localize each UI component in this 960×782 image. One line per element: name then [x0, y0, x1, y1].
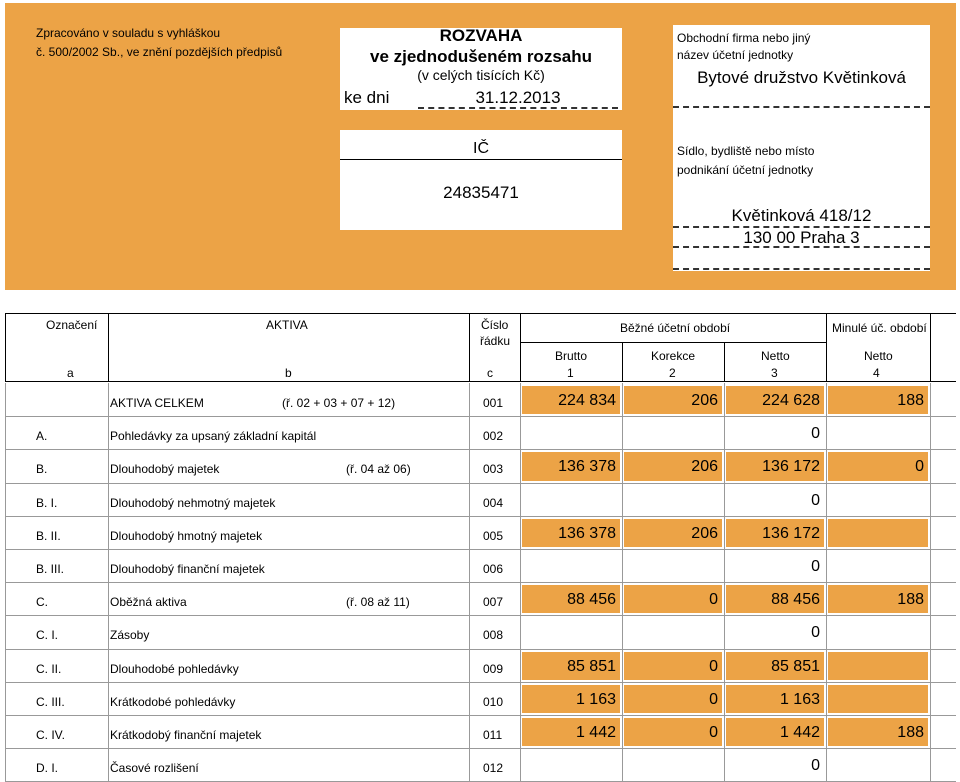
row-code: D. I. [36, 761, 59, 776]
firm-label-1: Obchodní firma nebo jiný [677, 31, 811, 45]
row-code: B. I. [36, 495, 58, 510]
row-value-netto_prev: 188 [897, 724, 924, 741]
row-rule [5, 516, 956, 517]
address-line-1: Květinková 418/12 [731, 206, 872, 225]
hdr-vrule-1 [622, 342, 623, 382]
hdr-vrule-c [520, 313, 521, 382]
row-label: Oběžná aktiva [110, 595, 187, 610]
row-line-number: 011 [483, 728, 503, 742]
row-note: (ř. 04 až 06) [346, 462, 411, 477]
row-label: Krátkodobý finanční majetek [110, 728, 262, 742]
row-rule [5, 715, 956, 716]
row-note: (ř. 08 až 11) [346, 595, 410, 610]
row-rule [5, 748, 956, 749]
row-code: C. III. [36, 694, 65, 709]
row-line-number: 001 [483, 396, 504, 410]
hdr-bottom-rule [5, 381, 956, 382]
row-value-netto: 1 163 [779, 690, 820, 708]
hdr-korekce: Korekce [651, 349, 696, 363]
value-cell-bg [828, 652, 928, 680]
row-value-netto: 85 851 [771, 657, 820, 675]
row-value-netto: 1 442 [779, 724, 820, 741]
row-code: B. II. [36, 528, 61, 543]
body-vrule [826, 383, 827, 781]
row-label: Pohledávky za upsaný základní kapitál [110, 429, 317, 444]
row-value-brutto: 136 378 [558, 524, 616, 542]
hdr-vrule-b [469, 313, 470, 382]
row-label: AKTIVA CELKEM [110, 396, 204, 410]
row-value-brutto: 85 851 [567, 657, 616, 675]
page-title: ROZVAHA [439, 26, 523, 45]
row-value-korekce: 0 [709, 657, 718, 675]
row-rule [5, 615, 956, 616]
row-line-number: 003 [483, 462, 504, 477]
hdr-col-a: a [67, 366, 74, 380]
row-line-number: 012 [483, 761, 504, 776]
body-vrule [520, 383, 521, 781]
row-value-korekce: 0 [709, 724, 718, 741]
body-vrule [724, 383, 725, 781]
hdr-col-c: c [487, 366, 493, 380]
firm-name: Bytové družstvo Květinková [697, 68, 906, 87]
row-label: Dlouhodobé pohledávky [110, 661, 239, 676]
row-code: B. III. [36, 562, 65, 576]
hdr-oznaceni: Označení [46, 318, 98, 332]
row-label: Časové rozlišení [110, 761, 199, 776]
row-code: B. [36, 462, 48, 477]
hdr-vrule-right [930, 313, 931, 382]
row-rule [5, 582, 956, 583]
row-value-korekce: 0 [709, 690, 718, 708]
date-value: 31.12.2013 [475, 88, 561, 107]
hdr-brutto: Brutto [555, 349, 588, 363]
row-label: Dlouhodobý majetek [110, 462, 220, 477]
row-code: A. [36, 429, 48, 444]
row-value-netto: 136 172 [762, 524, 820, 542]
ico-value: 24835471 [443, 183, 519, 202]
compliance-line-1: Zpracováno v souladu s vyhláškou [36, 26, 221, 40]
row-value-korekce: 206 [691, 524, 718, 542]
hdr-col-b: b [285, 366, 292, 380]
hdr-netto-prev: Netto [864, 349, 893, 363]
row-code: C. II. [36, 661, 62, 676]
row-label: Dlouhodobý nehmotný majetek [110, 495, 276, 510]
row-code: C. [36, 595, 48, 610]
row-value-brutto: 1 442 [575, 724, 616, 741]
row-line-number: 004 [483, 495, 504, 510]
address-line-2: 130 00 Praha 3 [743, 228, 860, 247]
page-subtitle: ve zjednodušeném rozsahu [370, 47, 592, 66]
body-vrule [108, 383, 109, 781]
row-value-brutto: 136 378 [558, 458, 616, 476]
seat-label-2: podnikání účetní jednotky [677, 163, 814, 177]
hdr-netto: Netto [761, 349, 790, 363]
row-value-netto: 0 [811, 757, 820, 775]
row-rule [5, 449, 956, 450]
row-value-netto: 88 456 [771, 591, 820, 609]
hdr-radku: řádku [480, 334, 511, 348]
hdr-col-2: 2 [669, 366, 676, 380]
row-value-netto: 0 [811, 558, 820, 575]
firm-underline [673, 106, 930, 108]
row-value-netto: 0 [811, 491, 820, 509]
row-value-netto_prev: 188 [897, 591, 924, 609]
firm-label-2: název účetní jednotky [677, 48, 794, 62]
hdr-top-rule [5, 313, 956, 314]
row-rule [5, 416, 956, 417]
row-rule [5, 483, 956, 484]
row-value-netto: 0 [811, 425, 820, 443]
hdr-col-1: 1 [567, 366, 574, 380]
row-value-netto: 224 628 [762, 392, 820, 409]
body-vrule [622, 383, 623, 781]
row-line-number: 008 [483, 628, 504, 643]
row-line-number: 010 [483, 694, 504, 709]
row-note: (ř. 02 + 03 + 07 + 12) [282, 396, 396, 410]
row-label: Krátkodobé pohledávky [110, 694, 236, 709]
date-label: ke dni [344, 88, 390, 107]
row-value-netto: 136 172 [762, 458, 820, 476]
hdr-bezne: Běžné účetní období [620, 321, 731, 335]
address-underline-3 [673, 268, 930, 270]
row-value-netto_prev: 0 [915, 458, 924, 476]
row-rule [5, 549, 956, 550]
address-underline-2 [673, 246, 930, 248]
ico-label: IČ [473, 140, 489, 157]
compliance-line-2: č. 500/2002 Sb., ve znění pozdějších předpisů [36, 45, 283, 59]
row-value-brutto: 224 834 [558, 392, 616, 409]
hdr-vrule-3 [826, 313, 827, 382]
row-code: C. IV. [36, 728, 65, 742]
row-label: Dlouhodobý hmotný majetek [110, 528, 263, 543]
row-label: Zásoby [110, 628, 150, 643]
ico-divider [340, 159, 622, 160]
hdr-sub-rule [520, 342, 826, 343]
row-value-brutto: 88 456 [567, 591, 616, 609]
hdr-vrule-2 [724, 342, 725, 382]
row-value-netto_prev: 188 [897, 392, 924, 409]
hdr-vrule-a [108, 313, 109, 382]
body-vrule [5, 383, 6, 781]
row-value-korekce: 206 [691, 458, 718, 476]
row-rule [5, 649, 956, 650]
hdr-col-4: 4 [873, 366, 880, 380]
row-code: C. I. [36, 628, 59, 643]
date-underline [418, 107, 618, 109]
row-line-number: 006 [483, 562, 504, 576]
row-line-number: 009 [483, 661, 504, 676]
hdr-minule: Minulé úč. období [832, 321, 927, 335]
value-cell-bg [828, 685, 928, 713]
row-line-number: 007 [483, 595, 504, 610]
body-vrule [930, 383, 931, 781]
row-value-korekce: 0 [709, 591, 718, 609]
row-value-netto: 0 [811, 624, 820, 642]
seat-label-1: Sídlo, bydliště nebo místo [677, 144, 815, 158]
hdr-vrule-left [5, 313, 6, 382]
row-rule [5, 682, 956, 683]
units-note: (v celých tisících Kč) [417, 67, 545, 83]
hdr-cislo: Číslo [481, 318, 509, 332]
value-cell-bg [828, 519, 928, 547]
hdr-col-3: 3 [771, 366, 778, 380]
hdr-aktiva: AKTIVA [266, 318, 308, 332]
row-value-brutto: 1 163 [575, 690, 616, 708]
row-value-korekce: 206 [691, 392, 718, 409]
row-line-number: 005 [483, 528, 504, 543]
row-label: Dlouhodobý finanční majetek [110, 562, 265, 576]
row-line-number: 002 [483, 429, 504, 444]
body-vrule [469, 383, 470, 781]
